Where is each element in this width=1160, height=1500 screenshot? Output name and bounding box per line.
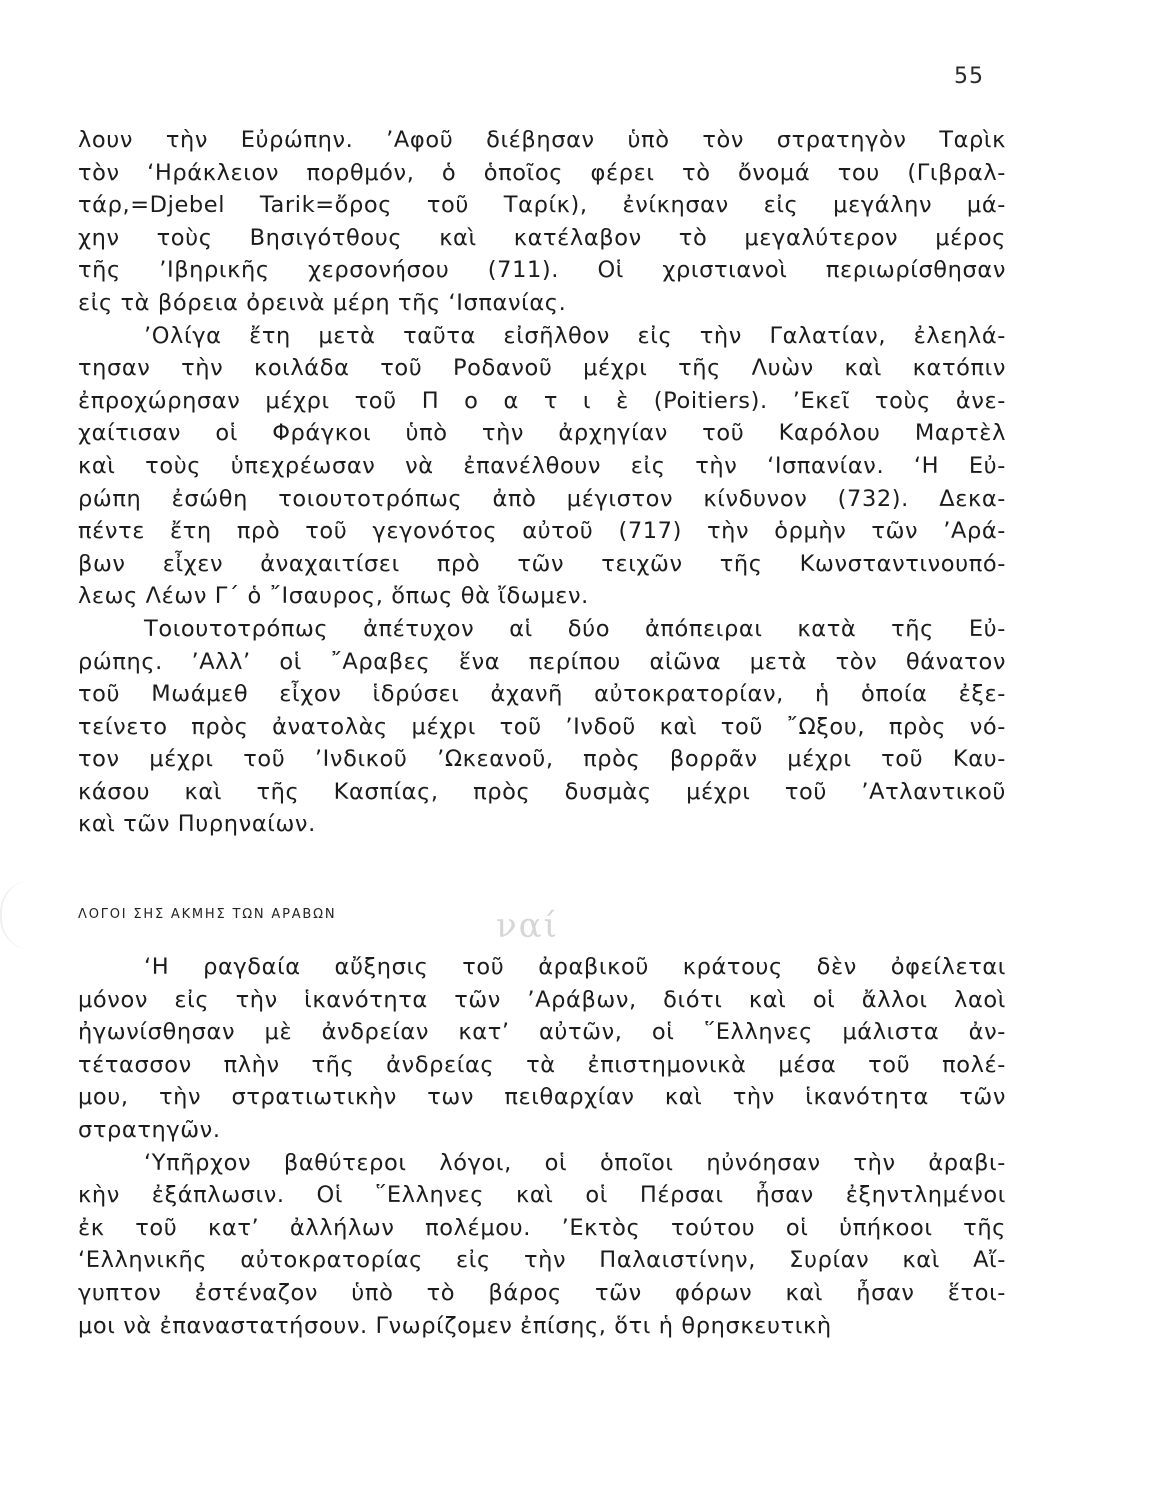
paragraph (78, 320, 1006, 613)
text-line: τον μέχρι τοῦ ’Ινδικοῦ ’Ωκεανοῦ, πρὸς βορρᾶν μέχρι τοῦ Καυ- (78, 746, 1006, 773)
main-text-top (78, 124, 1006, 841)
page-number: 55 (954, 64, 984, 89)
text-line: πέντε ἔτη πρὸ τοῦ γεγονότος αὐτοῦ (717) τὴν ὁρμὴν τῶν ’Αρά- (78, 518, 1006, 545)
text-line: ’Ολίγα ἔτη μετὰ ταῦτα εἰσῆλθον εἰς τὴν Γαλατίαν, ἐλεηλά- (144, 322, 1006, 349)
text-line: τάρ,=Djebel Tarik=ὄρος τοῦ Ταρίκ), ἐνίκησαν εἰς μεγάλην μά- (78, 192, 1006, 219)
text-line: Τοιουτοτρόπως ἀπέτυχον αἱ δύο ἀπόπειραι κατὰ τῆς Εὐ- (144, 615, 1006, 642)
text-line: ‘Ελληνικῆς αὐτοκρατορίας εἰς τὴν Παλαιστίνην, Συρίαν καὶ Αἴ- (78, 1247, 1006, 1274)
text-line: ρώπης. ’Αλλ’ οἱ ῎Αραβες ἕνα περίπου αἰῶνα μετὰ τὸν θάνατον (78, 648, 1006, 675)
page-edge-smudge (0, 880, 32, 950)
text-line: ἐπροχώρησαν μέχρι τοῦ Π ο α τ ι ὲ (Poitiers). ’Εκεῖ τοὺς ἀνε- (78, 387, 1006, 414)
text-line: ‘Η ραγδαία αὔξησις τοῦ ἀραβικοῦ κράτους δὲν ὀφείλεται (144, 954, 1006, 980)
faint-handwritten-mark: ναί (496, 906, 559, 946)
text-line: λεως Λέων Γ΄ ὁ ῎Ισαυρος, ὅπως θὰ ἴδωμεν. (78, 583, 589, 610)
text-line: μόνον εἰς τὴν ἱκανότητα τῶν ’Αράβων, διότι καὶ οἱ ἄλλοι λαοὶ (78, 986, 1006, 1013)
text-line: κάσου καὶ τῆς Κασπίας, πρὸς δυσμὰς μέχρι τοῦ ’Ατλαντικοῦ (78, 778, 1006, 805)
text-line: τείνετο πρὸς ἀνατολὰς μέχρι τοῦ ’Ινδοῦ καὶ τοῦ ῎Ωξου, πρὸς νό- (78, 713, 1006, 740)
text-line: τῆς ’Ιβηρικῆς χερσονήσου (711). Οἱ χριστιανοὶ περιωρίσθησαν (78, 257, 1006, 284)
text-line: βων εἶχεν ἀναχαιτίσει πρὸ τῶν τειχῶν τῆς Κωνσταντινουπό- (78, 550, 1006, 577)
text-line: στρατηγῶν. (78, 1116, 221, 1143)
text-line: τὸν ‘Ηράκλειον πορθμόν, ὁ ὁποῖος φέρει τὸ ὄνομά του (Γιβραλ- (78, 159, 1006, 186)
text-line: λουν τὴν Εὐρώπην. ’Αφοῦ διέβησαν ὑπὸ τὸν στρατηγὸν Ταρὶκ (78, 127, 1006, 153)
text-line: γυπτον ἐστέναζον ὑπὸ τὸ βάρος τῶν φόρων καὶ ἦσαν ἕτοι- (78, 1279, 1006, 1306)
text-line: ‘Υπῆρχον βαθύτεροι λόγοι, οἱ ὁποῖοι ηὐνόησαν τὴν ἀραβι- (144, 1149, 1006, 1176)
paragraph (78, 951, 1006, 1147)
paragraph (78, 1147, 1006, 1343)
text-line: εἰς τὰ βόρεια ὀρεινὰ μέρη τῆς ‘Ισπανίας. (78, 289, 567, 316)
text-line: μοι νὰ ἐπαναστατήσουν. Γνωρίζομεν ἐπίσης, ὅτι ἡ θρησκευτικὴ (78, 1312, 832, 1339)
text-line: καὶ τῶν Πυρηναίων. (78, 811, 316, 838)
text-line: χην τοὺς Βησιγότθους καὶ κατέλαβον τὸ μεγαλύτερον μέρος (78, 224, 1006, 251)
main-text-bottom (78, 951, 1006, 1342)
section-heading: ΛΟΓΟΙ ΣΗΣ ΑΚΜΗΣ ΤΩΝ ΑΡΑΒΩΝ (78, 907, 337, 922)
paragraph (78, 124, 1006, 320)
text-line: κὴν ἐξάπλωσιν. Οἱ ῞Ελληνες καὶ οἱ Πέρσαι ἦσαν ἐξηντλημένοι (78, 1182, 1006, 1209)
text-line: ἐκ τοῦ κατ’ ἀλλήλων πολέμου. ’Εκτὸς τούτου οἱ ὑπήκοοι τῆς (78, 1214, 1006, 1241)
paragraph (78, 613, 1006, 841)
text-line: τέτασσον πλὴν τῆς ἀνδρείας τὰ ἐπιστημονικὰ μέσα τοῦ πολέ- (78, 1051, 1006, 1078)
text-line: καὶ τοὺς ὑπεχρέωσαν νὰ ἐπανέλθουν εἰς τὴν ‘Ισπανίαν. ‘Η Εὐ- (78, 452, 1006, 479)
text-line: τησαν τὴν κοιλάδα τοῦ Ροδανοῦ μέχρι τῆς Λυὼν καὶ κατόπιν (78, 355, 1006, 382)
text-line: ρώπη ἐσώθη τοιουτοτρόπως ἀπὸ μέγιστον κίνδυνον (732). Δεκα- (78, 485, 1006, 512)
text-line: τοῦ Μωάμεθ εἶχον ἱδρύσει ἀχανῆ αὐτοκρατορίαν, ἡ ὁποία ἐξε- (78, 681, 1006, 708)
text-line: μου, τὴν στρατιωτικὴν των πειθαρχίαν καὶ τὴν ἱκανότητα τῶν (78, 1084, 1006, 1111)
text-line: ἠγωνίσθησαν μὲ ἀνδρείαν κατ’ αὐτῶν, οἱ ῞Ελληνες μάλιστα ἀν- (78, 1019, 1006, 1046)
text-line: χαίτισαν οἱ Φράγκοι ὑπὸ τὴν ἀρχηγίαν τοῦ Καρόλου Μαρτὲλ (78, 420, 1006, 447)
